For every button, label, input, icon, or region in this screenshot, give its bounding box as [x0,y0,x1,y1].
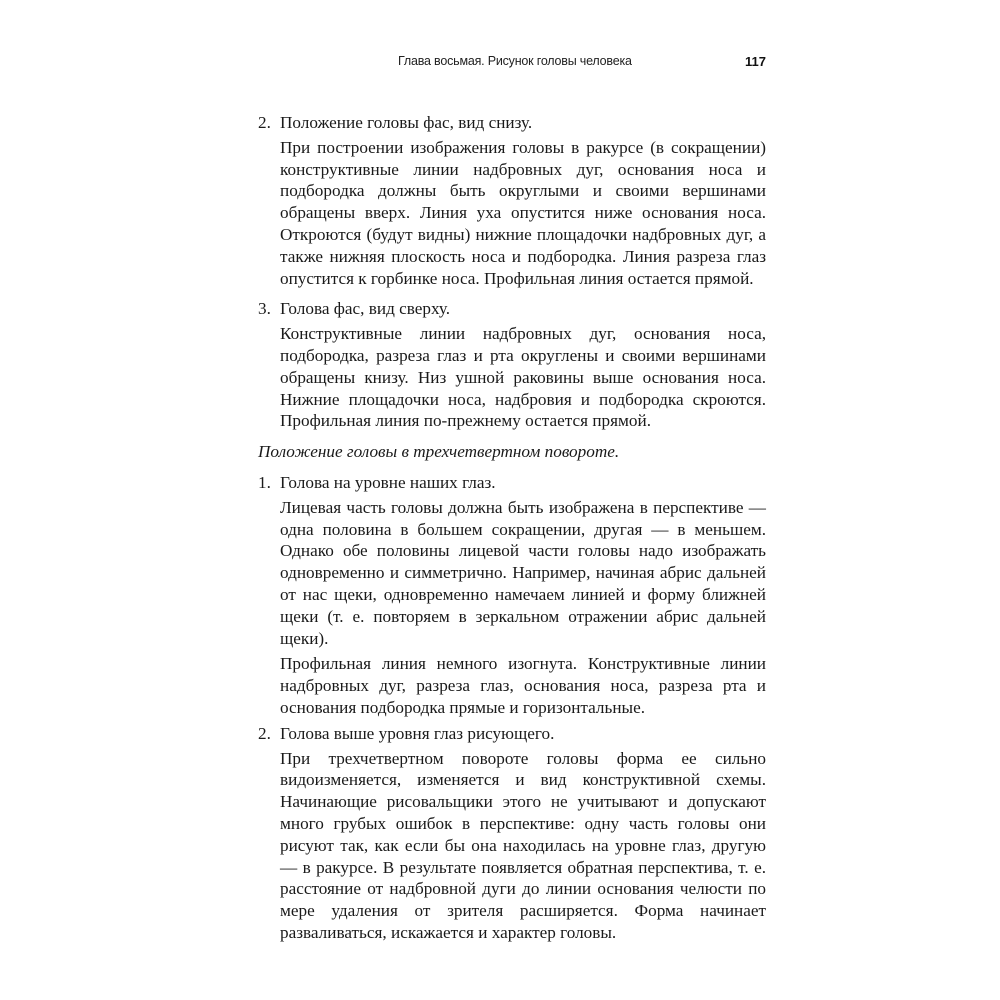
list-item-number: 2. [258,113,271,132]
list-item-title: Положение головы фас, вид снизу. [280,113,533,132]
section-heading: Положение головы в трехчетвертном повороте. [258,442,620,462]
paragraph: Лицевая часть головы должна быть изображена в перспективе — одна половина в большем сокращении, другая — в меньшем. Однако обе половины лицевой части головы надо изображать одновременно и симметрично. Например, начиная абрис дальней от нас щеки, одновременно намечаем линией и форму ближней щеки (т. е. повторяем в зеркальном отражении абрис дальней щеки). [280,497,766,648]
page-number: 117 [745,54,766,69]
paragraph: Конструктивные линии надбровных дуг, основания носа, подбородка, разреза глаз и рта округлены и своими вершинами обращены книзу. Низ ушной раковины выше основания носа. Нижние площадочки носа, надбровия и подбородка скроются. Профильная линия по-прежнему остается прямой. [280,324,766,431]
list-item-title: Голова фас, вид сверху. [280,299,451,319]
list-item-head [258,472,766,494]
list-item-title: Голова выше уровня глаз рисующего. [280,723,555,743]
page-body [258,112,766,944]
list-item-number: 3. [258,299,271,319]
list-item-head [258,112,766,134]
list-item-head [258,298,766,320]
paragraph: При трехчетвертном повороте головы форма ее сильно видоизменяется, изменяется и вид конструктивной схемы. Начинающие рисовальщики этого не учитывают и допускают много грубых ошибок в перспективе: одну часть головы они рисуют так, как если бы она находилась на уровне глаз, другую — в ракурсе. В результате появляется обратная перспектива, т. е. расстояние от надбровной дуги до линии основания челюсти по мере удаления от зрителя расширяется. Форма начинает разваливаться, искажается и характер головы. [280,748,766,942]
list-item-number: 1. [258,472,271,492]
list-item-head [258,723,766,745]
list-item-title: Голова на уровне наших глаз. [280,472,496,492]
running-title: Глава восьмая. Рисунок головы человека [398,54,632,68]
paragraph: Профильная линия немного изогнута. Конструктивные линии надбровных дуг, разреза глаз, основания носа, разреза рта и основания подбородка прямые и горизонтальные. [280,654,766,717]
paragraph: При построении изображения головы в ракурсе (в сокращении) конструктивные линии надбровных дуг, основания носа и подбородка должны быть округлыми и своими вершинами обращены вверх. Линия уха опустится ниже основания носа. Откроются (будут видны) нижние площадочки надбровных дуг, а также нижняя плоскость носа и подбородка. Линия разреза глаз опустится к горбинке носа. Профильная линия остается прямой. [280,137,766,288]
list-item-number: 2. [258,723,271,743]
page-header [258,54,766,74]
